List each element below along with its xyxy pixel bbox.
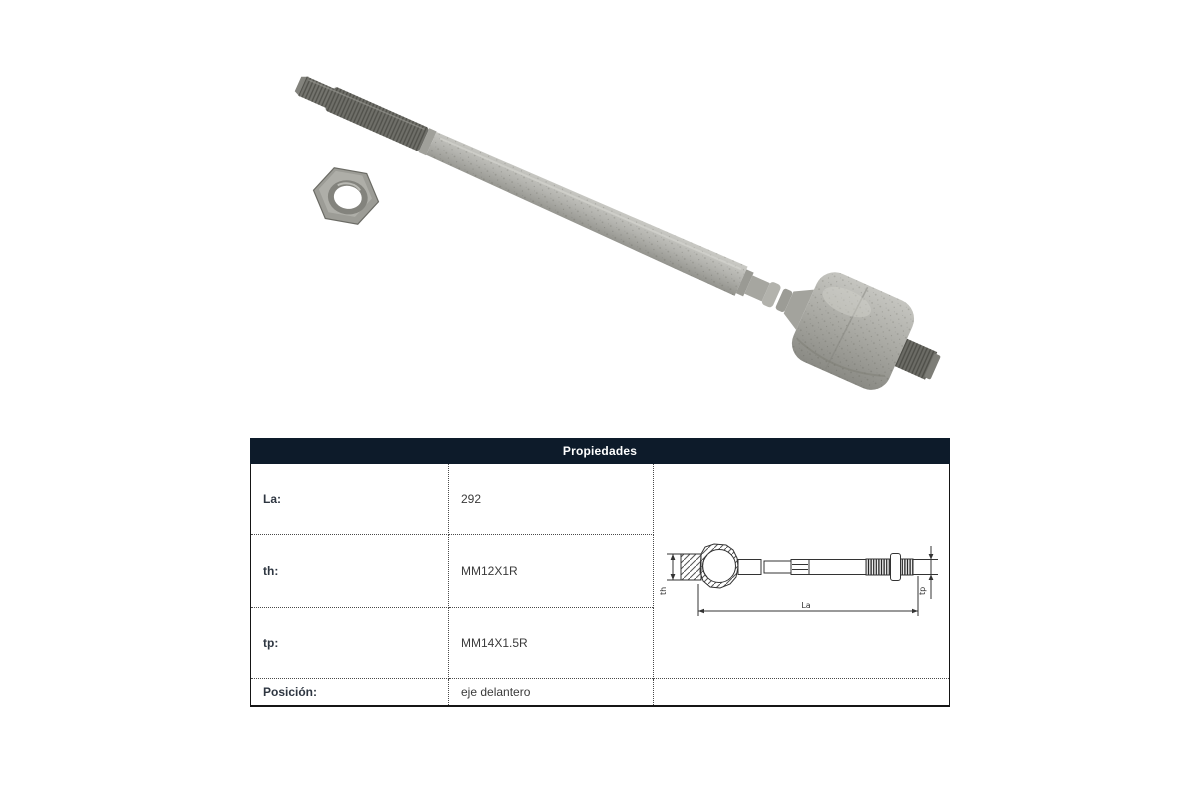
- rod-shaft: [425, 129, 748, 296]
- table-row-la: [251, 464, 950, 535]
- tech-diagram-cell: [654, 464, 950, 679]
- rod-threaded-end: [293, 72, 430, 152]
- empty-cell: [654, 679, 950, 706]
- table-title: Propiedades: [251, 439, 950, 464]
- tech-diagram: [654, 464, 949, 673]
- properties-table: [250, 438, 950, 707]
- diagram-label-la: La: [801, 601, 811, 610]
- property-label-tp: tp:: [251, 607, 449, 678]
- property-value-th: MM12X1R: [449, 535, 654, 607]
- property-value-tp: MM14X1.5R: [449, 607, 654, 678]
- property-label-la: La:: [251, 464, 449, 535]
- property-label-posicion: Posición:: [251, 679, 449, 706]
- property-label-th: th:: [251, 535, 449, 607]
- tie-rod: [278, 40, 955, 412]
- hex-nut: [309, 165, 383, 227]
- table-header-row: [251, 439, 950, 464]
- diagram-label-tp: tp: [918, 586, 927, 595]
- property-value-la: 292: [449, 464, 654, 535]
- rod-housing: [785, 266, 920, 396]
- diagram-label-th: th: [659, 586, 668, 595]
- table-row-posicion: [251, 679, 950, 706]
- properties-section: [250, 438, 950, 707]
- property-value-posicion: eje delantero: [449, 679, 654, 706]
